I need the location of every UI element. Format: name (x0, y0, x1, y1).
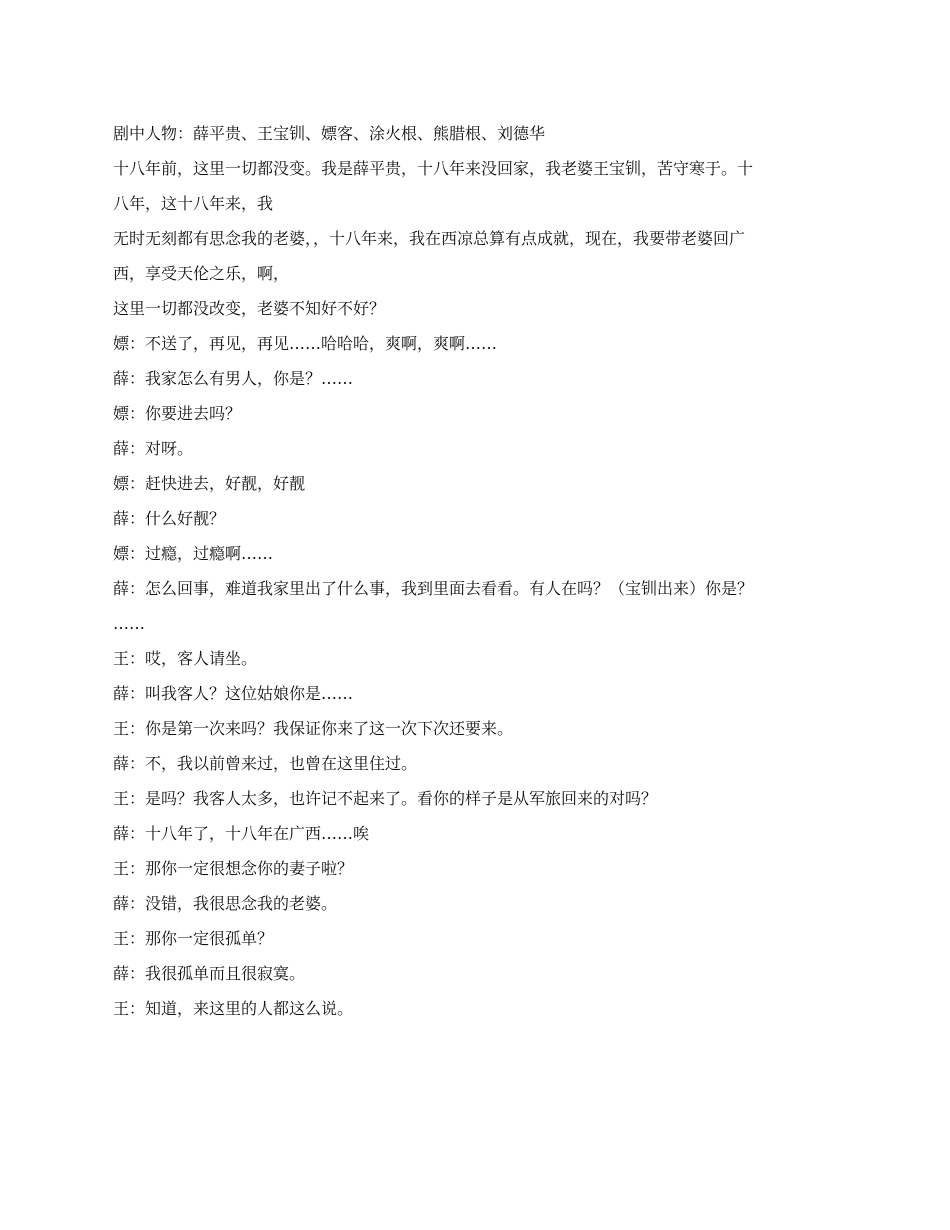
dialogue-line: 薛：不，我以前曾来过，也曾在这里住过。 (113, 754, 418, 773)
dialogue-line: 王：哎，客人请坐。 (113, 649, 258, 668)
dialogue-line: 嫖：赶快进去，好靓，好靓 (113, 474, 306, 493)
cast-list: 剧中人物：薛平贵、王宝钏、嫖客、涂火根、熊腊根、刘德华 (113, 124, 546, 143)
dialogue-line: 薛：叫我客人？这位姑娘你是…… (113, 684, 354, 703)
dialogue-line: 薛：怎么回事，难道我家里出了什么事，我到里面去看看。有人在吗？（宝钏出来）你是？ (113, 579, 754, 598)
dialogue-line: 薛：没错，我很思念我的老婆。 (113, 894, 338, 913)
dialogue-line: …… (113, 614, 145, 633)
dialogue-line: 王：是吗？我客人太多，也许记不起来了。看你的样子是从军旅回来的对吗？ (113, 789, 658, 808)
dialogue-line: 嫖：过瘾，过瘾啊…… (113, 544, 274, 563)
dialogue-line: 薛：十八年了，十八年在广西……唉 (113, 824, 370, 843)
document-page (113, 124, 838, 1034)
narration-line: 八年，这十八年来，我 (113, 194, 274, 213)
dialogue-line: 王：那你一定很孤单？ (113, 929, 274, 948)
dialogue-line: 王：知道，来这里的人都这么说。 (113, 999, 354, 1018)
dialogue-line: 薛：我家怎么有男人，你是？…… (113, 369, 354, 388)
dialogue-line: 薛：我很孤单而且很寂寞。 (113, 964, 306, 983)
narration-line: 十八年前，这里一切都没变。我是薛平贵，十八年来没回家，我老婆王宝钏，苦守寒于。十 (113, 159, 754, 178)
dialogue-line: 王：你是第一次来吗？我保证你来了这一次下次还要来。 (113, 719, 514, 738)
dialogue-line: 薛：对呀。 (113, 439, 194, 458)
narration-line: 西，享受天伦之乐，啊， (113, 264, 290, 283)
narration-line: 这里一切都没改变，老婆不知好不好？ (113, 299, 386, 318)
narration-line: 无时无刻都有思念我的老婆，，十八年来，我在西凉总算有点成就，现在，我要带老婆回广 (113, 229, 746, 248)
dialogue-line: 嫖：不送了，再见，再见……哈哈哈，爽啊，爽啊…… (113, 334, 498, 353)
dialogue-line: 嫖：你要进去吗？ (113, 404, 242, 423)
dialogue-line: 王：那你一定很想念你的妻子啦？ (113, 859, 354, 878)
dialogue-line: 薛：什么好靓？ (113, 509, 226, 528)
